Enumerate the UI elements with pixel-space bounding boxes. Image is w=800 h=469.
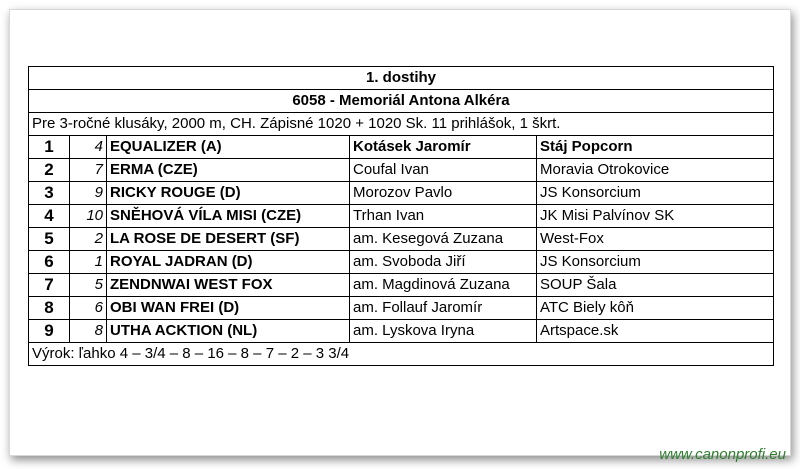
horse-cell: UTHA ACKTION (NL): [107, 320, 350, 343]
table-row: [29, 274, 774, 297]
table-row: [29, 228, 774, 251]
race-heading-row: [29, 67, 774, 90]
jockey-cell: am. Lyskova Iryna: [350, 320, 537, 343]
table-row: [29, 159, 774, 182]
horse-cell: ERMA (CZE): [107, 159, 350, 182]
start-number-cell: 6: [70, 297, 107, 320]
position-cell: 3: [29, 182, 70, 205]
horse-cell: RICKY ROUGE (D): [107, 182, 350, 205]
table-row: [29, 205, 774, 228]
watermark-text: www.canonprofi.eu: [659, 446, 786, 463]
stable-cell: West-Fox: [537, 228, 774, 251]
jockey-cell: am. Follauf Jaromír: [350, 297, 537, 320]
jockey-cell: Morozov Pavlo: [350, 182, 537, 205]
race-payout: Výrok: ľahko 4 – 3/4 – 8 – 16 – 8 – 7 – 2 – 3 3/4: [29, 343, 774, 366]
jockey-cell: am. Kesegová Zuzana: [350, 228, 537, 251]
table-row: [29, 251, 774, 274]
start-number-cell: 5: [70, 274, 107, 297]
stable-cell: SOUP Šala: [537, 274, 774, 297]
stable-cell: ATC Biely kôň: [537, 297, 774, 320]
table-row: [29, 297, 774, 320]
stable-cell: Moravia Otrokovice: [537, 159, 774, 182]
stable-cell: Stáj Popcorn: [537, 136, 774, 159]
table-row: [29, 136, 774, 159]
position-cell: 7: [29, 274, 70, 297]
jockey-cell: am. Svoboda Jiří: [350, 251, 537, 274]
race-payout-row: [29, 343, 774, 366]
race-conditions: Pre 3-ročné klusáky, 2000 m, CH. Zápisné 1020 + 1020 Sk. 11 prihlášok, 1 škrt.: [29, 113, 774, 136]
horse-cell: LA ROSE DE DESERT (SF): [107, 228, 350, 251]
position-cell: 4: [29, 205, 70, 228]
horse-cell: SNĚHOVÁ VÍLA MISI (CZE): [107, 205, 350, 228]
position-cell: 5: [29, 228, 70, 251]
start-number-cell: 2: [70, 228, 107, 251]
jockey-cell: Coufal Ivan: [350, 159, 537, 182]
start-number-cell: 7: [70, 159, 107, 182]
stable-cell: JS Konsorcium: [537, 182, 774, 205]
horse-cell: OBI WAN FREI (D): [107, 297, 350, 320]
start-number-cell: 1: [70, 251, 107, 274]
position-cell: 6: [29, 251, 70, 274]
jockey-cell: Kotásek Jaromír: [350, 136, 537, 159]
jockey-cell: Trhan Ivan: [350, 205, 537, 228]
start-number-cell: 10: [70, 205, 107, 228]
table-row: [29, 182, 774, 205]
race-results-table: [28, 66, 774, 366]
horse-cell: EQUALIZER (A): [107, 136, 350, 159]
start-number-cell: 4: [70, 136, 107, 159]
stable-cell: Artspace.sk: [537, 320, 774, 343]
position-cell: 2: [29, 159, 70, 182]
start-number-cell: 8: [70, 320, 107, 343]
position-cell: 8: [29, 297, 70, 320]
stable-cell: JK Misi Palvínov SK: [537, 205, 774, 228]
position-cell: 9: [29, 320, 70, 343]
race-heading: 1. dostihy: [29, 67, 774, 90]
race-name: 6058 - Memoriál Antona Alkéra: [29, 90, 774, 113]
stable-cell: JS Konsorcium: [537, 251, 774, 274]
start-number-cell: 9: [70, 182, 107, 205]
position-cell: 1: [29, 136, 70, 159]
horse-cell: ZENDNWAI WEST FOX: [107, 274, 350, 297]
race-name-row: [29, 90, 774, 113]
table-row: [29, 320, 774, 343]
race-conditions-row: [29, 113, 774, 136]
jockey-cell: am. Magdinová Zuzana: [350, 274, 537, 297]
horse-cell: ROYAL JADRAN (D): [107, 251, 350, 274]
